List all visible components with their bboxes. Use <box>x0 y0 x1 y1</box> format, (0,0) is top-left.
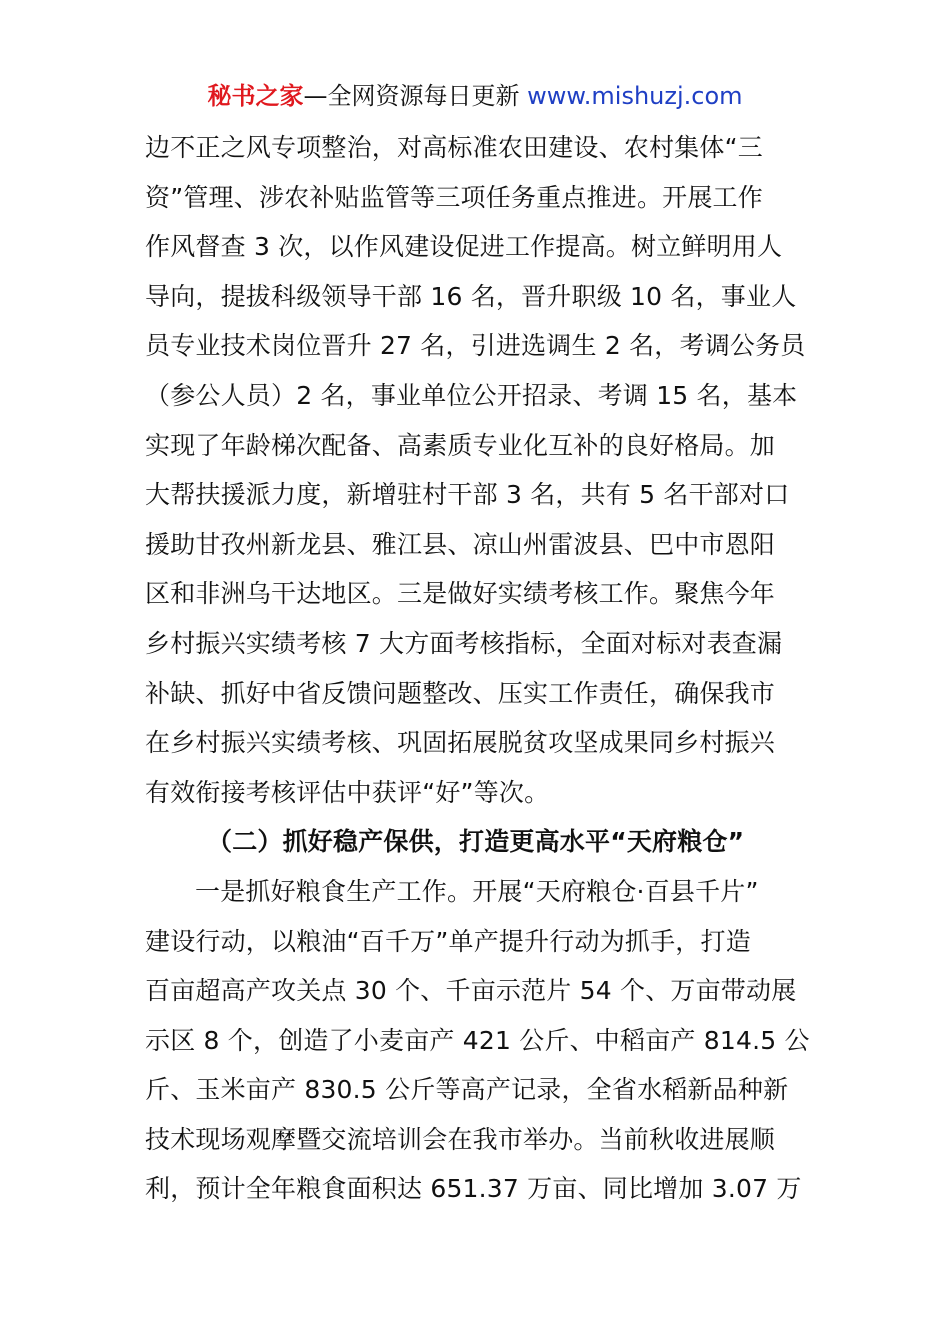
document-body <box>145 123 810 1214</box>
text-line: 利，预计全年粮食面积达 651.37 万亩、同比增加 3.07 万 <box>145 1174 802 1204</box>
text-line: 资”管理、涉农补贴监管等三项任务重点推进。开展工作 <box>145 182 763 212</box>
text-line: 有效衔接考核评估中获评“好”等次。 <box>145 777 550 807</box>
text-line: 作风督查 3 次，以作风建设促进工作提高。树立鲜明用人 <box>145 232 783 262</box>
site-header <box>0 80 950 112</box>
site-brand: 秘书之家 <box>207 82 304 110</box>
text-line: 大帮扶援派力度，新增驻村干部 3 名，共有 5 名干部对口 <box>145 480 790 510</box>
text-line: 斤、玉米亩产 830.5 公斤等高产记录，全省水稻新品种新 <box>145 1075 789 1105</box>
site-tagline: —全网资源每日更新 <box>303 82 528 110</box>
text-line: 援助甘孜州新龙县、雅江县、凉山州雷波县、巴中市恩阳 <box>145 529 776 559</box>
text-line: 员专业技术岗位晋升 27 名，引进选调生 2 名，考调公务员 <box>145 331 806 361</box>
text-line: 百亩超高产攻关点 30 个、千亩示范片 54 个、万亩带动展 <box>145 976 797 1006</box>
text-line: 区和非洲乌干达地区。三是做好实绩考核工作。聚焦今年 <box>145 579 776 609</box>
text-line: 建设行动，以粮油“百千万”单产提升行动为抓手，打造 <box>145 926 751 956</box>
text-line: 导向，提拔科级领导干部 16 名，晋升职级 10 名，事业人 <box>145 281 797 311</box>
text-line: 实现了年龄梯次配备、高素质专业化互补的良好格局。加 <box>145 430 776 460</box>
text-line: 乡村振兴实绩考核 7 大方面考核指标，全面对标对表查漏 <box>145 628 783 658</box>
section-heading: （二）抓好稳产保供，打造更高水平“天府粮仓” <box>207 827 745 857</box>
paragraph-first-line: 一是抓好粮食生产工作。开展“天府粮仓·百县千片” <box>195 876 759 906</box>
text-line: 示区 8 个，创造了小麦亩产 421 公斤、中稻亩产 814.5 公 <box>145 1025 810 1055</box>
text-line: （参公人员）2 名，事业单位公开招录、考调 15 名，基本 <box>145 380 798 410</box>
text-line: 在乡村振兴实绩考核、巩固拓展脱贫攻坚成果同乡村振兴 <box>145 728 776 758</box>
text-line: 技术现场观摩暨交流培训会在我市举办。当前秋收进展顺 <box>145 1124 776 1154</box>
site-url-link[interactable]: www.mishuzj.com <box>527 82 743 110</box>
text-line: 边不正之风专项整治，对高标准农田建设、农村集体“三 <box>145 133 763 162</box>
text-line: 补缺、抓好中省反馈问题整改、压实工作责任，确保我市 <box>145 678 776 708</box>
